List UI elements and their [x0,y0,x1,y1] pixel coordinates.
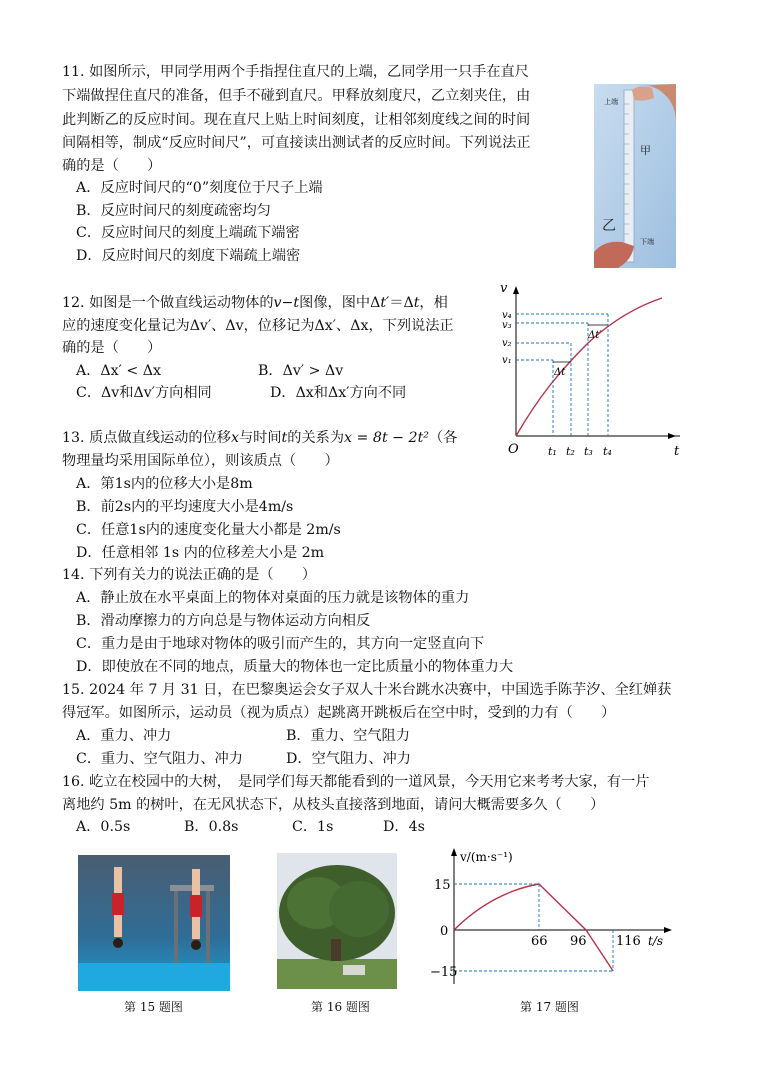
q12-option-b: B．Δv′ > Δv [258,363,344,379]
q12-line-3: 确的是（ ） [62,340,162,356]
q17-ytick-15: 15 [434,878,451,893]
q17-y-label: v/(m·s⁻¹) [460,850,513,864]
q12-line-1-d: ＝Δ [389,295,414,311]
q12-option-a: A．Δx′ < Δx [76,363,162,379]
q16-line-2: 离地约 5m 的树叶，在无风状态下，从枝头直接落到地面，请问大概需要多久（ ） [62,797,605,813]
q16-option-d: D．4s [383,819,425,835]
q11-line-1: 11. 如图所示，甲同学用两个手指捏住直尺的上端，乙同学用一只手在直尺 [62,64,529,80]
q13-l1-g: （各 [428,430,458,446]
caption-fig-16: 第 16 题图 [311,1000,370,1014]
label-bottom-end: 下端 [640,238,654,246]
q17-xtick-96: 96 [570,934,587,949]
q14-option-a: A．静止放在水平桌面上的物体对桌面的压力就是该物体的重力 [76,590,470,606]
q17-xtick-66: 66 [531,934,548,949]
t4-label: t₄ [603,445,612,458]
t3-label: t₃ [584,445,593,458]
caption-fig-15: 第 15 题图 [124,1000,183,1014]
q12-line-1-f: ，相 [419,295,448,311]
q15-option-a: A．重力、冲力 [76,728,172,744]
q14-option-d: D．即使放在不同的地点，质量大的物体也一定比质量小的物体重力大 [76,659,514,675]
q13-l1-d: t [281,430,288,446]
q13-option-b: B．前2s内的平均速度大小是4m/s [76,499,294,515]
q11-option-a: A．反应时间尺的“0”刻度位于尺子上端 [76,180,323,196]
q11-line-5: 确的是（ ） [62,158,162,174]
q17-dashed-guides [454,884,613,971]
q11-option-d: D．反应时间尺的刻度下端疏上端密 [76,248,301,264]
q12-line-1-a: 12. 如图是一个做直线运动物体的 [62,295,274,311]
q13-option-d: D．任意相邻 1s 内的位移差大小是 2m [76,545,325,561]
t2-label: t₂ [566,445,575,458]
v2-label: v₂ [502,338,512,349]
ruler-photo [594,84,676,268]
q12-vt-graph [498,278,690,464]
q15-option-b: B．重力、空气阻力 [286,728,410,744]
q12-line-1-c: t′ [380,295,390,311]
q15-line-2: 得冠军。如图所示，运动员（视为质点）起跳离开跳板后在空中时，受到的力有（ ） [62,705,616,721]
q12-line-1-e: t [413,295,420,311]
q15-line-1: 15. 2024 年 7 月 31 日，在巴黎奥运会女子双人十米台跳水决赛中，中国选手陈芋汐、全红婵获 [62,682,672,698]
q16-option-a: A．0.5s [76,819,131,835]
q17-vt-graph [430,844,680,992]
q13-line-2: 物理量均采用国际单位），则该质点（ ） [62,453,339,469]
q11-option-b: B．反应时间尺的刻度疏密均匀 [76,203,271,219]
q13-l1-b: x [230,430,239,446]
q17-x-label: t/s [648,934,664,948]
dt-label: Δt [554,367,566,378]
ruler [624,90,634,262]
q16-option-b: B．0.8s [184,819,239,835]
q13-l1-c: 与时间 [238,430,282,446]
v1-label: v₁ [502,355,512,366]
tree-photo [277,853,397,989]
q13-l1-e: 的关系为 [287,430,345,446]
q14-option-b: B．滑动摩擦力的方向总是与物体运动方向相反 [76,613,371,629]
v3-label: v₃ [502,320,512,331]
diving-photo [78,855,230,991]
dt-prime-label: Δt′ [588,330,602,341]
q16-line-1: 16. 屹立在校园中的大树， 是同学们每天都能看到的一道风景，今天用它来考考大家，有一片 [62,774,650,790]
q13-l1-a: 13. 质点做直线运动的位移 [62,430,231,446]
q13-option-c: C．任意1s内的速度变化量大小都是 2m/s [76,522,341,538]
q13-line-1 [62,428,457,448]
label-yi: 乙 [602,218,616,234]
q13-l1-formula: x = 8t − 2t² [344,430,429,446]
q17-curve [454,884,613,971]
q11-option-c: C．反应时间尺的刻度上端疏下端密 [76,225,300,241]
q12-line-1 [62,293,448,313]
q12-option-c: C．Δv和Δv′方向相同 [76,385,212,401]
q17-ytick-neg15: −15 [430,965,458,980]
v-t-curve [516,298,662,436]
origin-label: O [508,442,519,457]
q17-xtick-116: 116 [616,934,641,949]
q12-line-2: 应的速度变化量记为Δv′、Δv，位移记为Δx′、Δx，下列说法正 [62,318,454,334]
q15-option-d: D．空气阻力、冲力 [286,751,411,767]
t-axis-label: t [674,444,680,459]
stone-bench [343,965,365,975]
q12-line-1-b: 图像，图中Δ [299,295,381,311]
tree-trunk [331,939,341,961]
caption-fig-17: 第 17 题图 [520,1000,579,1014]
q14-stem: 14. 下列有关力的说法正确的是（ ） [62,567,317,583]
q15-option-c: C．重力、空气阻力、冲力 [76,751,243,767]
q16-option-c: C．1s [292,819,334,835]
t1-label: t₁ [548,445,557,458]
v-axis-label: v [500,281,508,296]
q14-option-c: C．重力是由于地球对物体的吸引而产生的，其方向一定竖直向下 [76,636,485,652]
v4-label: v₄ [502,310,512,321]
q12-option-d: D．Δx和Δx′方向不同 [270,385,407,401]
q11-line-4: 间隔相等，制成“反应时间尺”，可直接读出测试者的反应时间。下列说法正 [62,135,531,151]
q13-option-a: A．第1s内的位移大小是8m [76,476,253,492]
q12-line-1-vt: v−t [273,295,300,311]
label-jia: 甲 [640,144,651,157]
q17-ytick-0: 0 [440,924,449,939]
q11-line-3: 此判断乙的反应时间。现在直尺上贴上时间刻度，让相邻刻度线之间的时间 [62,112,531,128]
label-top-end: 上端 [604,98,618,106]
q11-line-2: 下端做捏住直尺的准备，但手不碰到直尺。甲释放刻度尺，乙立刻夹住，由 [62,88,531,104]
